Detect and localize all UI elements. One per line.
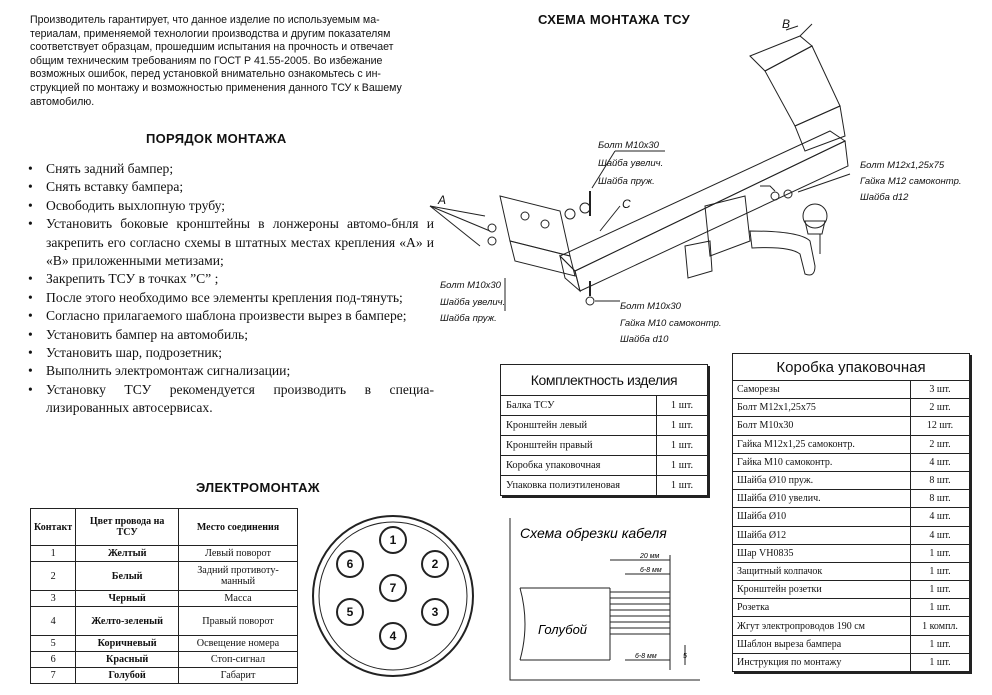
cable-dim-68: 6-8 мм (640, 567, 662, 574)
table-cell: 2 (31, 562, 76, 591)
table-cell: Коричневый (76, 636, 179, 652)
packing-title: Коробка упаковочная (733, 354, 970, 381)
table-cell: Шайба Ø10 пруж. (733, 471, 911, 489)
packing-table (732, 353, 970, 672)
bolt-bottom-label: Болт М10х30 (620, 301, 681, 312)
table-cell: 8 шт. (911, 471, 970, 489)
table-row (733, 562, 970, 580)
table-row (733, 599, 970, 617)
table-cell: Гайка М10 самоконтр. (733, 453, 911, 471)
ball-bolt-label: Гайка М12 самоконтр. (860, 176, 962, 187)
bolt-top-label: Болт М10х30 (598, 140, 659, 151)
table-row (31, 546, 298, 562)
table-cell: Шайба Ø12 (733, 526, 911, 544)
intro-line: автомобилю. (30, 95, 95, 108)
table-cell: Правый поворот (179, 607, 298, 636)
electro-title: ЭЛЕКТРОМОНТАЖ (196, 480, 320, 495)
table-cell: 7 (31, 668, 76, 684)
table-cell: Упаковка полиэтиленовая (501, 476, 657, 496)
table-cell: 1 шт. (911, 653, 970, 671)
install-step: • Снять задний бампер; (26, 160, 434, 178)
col-contact: Контакт (31, 509, 76, 546)
table-cell: 4 шт. (911, 526, 970, 544)
table-row (733, 581, 970, 599)
table-cell: 12 шт. (911, 417, 970, 435)
table-cell: Голубой (76, 668, 179, 684)
pin-2: 2 (431, 557, 439, 571)
table-cell: 1 шт. (657, 396, 708, 416)
install-step: • Установить шар, подрозетник; (26, 344, 434, 362)
table-row (733, 617, 970, 635)
cable-dim-5: 5 (683, 653, 687, 660)
table-cell: 1 шт. (911, 599, 970, 617)
table-cell: Болт М12х1,25х75 (733, 399, 911, 417)
table-row (733, 435, 970, 453)
table-row (501, 476, 708, 496)
table-row (733, 381, 970, 399)
table-cell: 6 (31, 652, 76, 668)
table-row (733, 490, 970, 508)
table-row (501, 416, 708, 436)
table-row (733, 471, 970, 489)
table-row (31, 636, 298, 652)
bolt-left-label: Болт М10х30 (440, 280, 501, 291)
intro-line: соответствует образцам, прошедшим испытания на прочность и отвечает (30, 41, 394, 54)
table-cell: Белый (76, 562, 179, 591)
install-step: • Выполнить электромонтаж сигнализации; (26, 362, 434, 380)
install-step: • Установку ТСУ рекомендуется производить в специа-лизированных автосервисах. (26, 381, 434, 418)
table-cell: 1 шт. (657, 436, 708, 456)
intro-paragraph (30, 14, 460, 109)
table-cell: Шар VH0835 (733, 544, 911, 562)
cable-color-label: Голубой (538, 622, 588, 637)
table-row (733, 453, 970, 471)
table-row (733, 399, 970, 417)
pin-3: 3 (431, 605, 439, 619)
table-cell: 1 шт. (657, 456, 708, 476)
table-cell: 2 шт. (911, 435, 970, 453)
table-cell: 3 (31, 591, 76, 607)
install-step: • Установить бампер на автомобиль; (26, 326, 434, 344)
table-row (733, 544, 970, 562)
table-cell: Шайба Ø10 (733, 508, 911, 526)
table-cell: Шаблон выреза бампера (733, 635, 911, 653)
table-row (501, 396, 708, 416)
table-cell: Черный (76, 591, 179, 607)
table-cell: 1 шт. (911, 635, 970, 653)
table-cell: Задний противоту-манный (179, 562, 298, 591)
table-cell: Саморезы (733, 381, 911, 399)
table-cell: 4 шт. (911, 508, 970, 526)
install-step: • После этого необходимо все элементы крепления под-тянуть; (26, 289, 434, 307)
table-row (501, 436, 708, 456)
scheme-title: СХЕМА МОНТАЖА ТСУ (538, 12, 690, 27)
table-cell: Желто-зеленый (76, 607, 179, 636)
table-cell: Гайка М12х1,25 самоконтр. (733, 435, 911, 453)
table-cell: 8 шт. (911, 490, 970, 508)
table-cell: Желтый (76, 546, 179, 562)
bolt-top-label: Шайба пруж. (598, 176, 655, 187)
table-cell: Кронштейн розетки (733, 581, 911, 599)
intro-line: общим техническим требованиям по ГОСТ Р 41.55-2005. Во избежание (30, 54, 383, 67)
bolt-bottom-label: Шайба d10 (620, 334, 669, 345)
table-row (733, 508, 970, 526)
table-cell: 1 шт. (911, 544, 970, 562)
install-step: • Установить боковые кронштейны в лонжероны автомо-бнля и закрепить его согласно схемы в штатных местах крепления «А» и «В» приложенными метизами; (26, 215, 434, 270)
install-step: • Освободить выхлопную трубу; (26, 197, 434, 215)
table-cell: Левый поворот (179, 546, 298, 562)
cable-cut-diagram (500, 510, 710, 688)
table-cell: 1 шт. (657, 476, 708, 496)
bolt-top-label: Шайба увелич. (598, 158, 664, 169)
table-cell: Стоп-сигнал (179, 652, 298, 668)
col-connection: Место соединения (179, 509, 298, 546)
mount-point-b: B (782, 17, 791, 31)
table-cell: 1 шт. (911, 562, 970, 580)
ball-bolt-label: Болт М12х1,25х75 (860, 160, 945, 171)
kit-table (500, 364, 708, 496)
col-wire-color: Цвет провода на ТСУ (76, 509, 179, 546)
table-cell: 4 (31, 607, 76, 636)
table-cell: Шайба Ø10 увелич. (733, 490, 911, 508)
install-title: ПОРЯДОК МОНТАЖА (146, 131, 287, 146)
table-row (733, 653, 970, 671)
table-cell: Розетка (733, 599, 911, 617)
table-cell: Кронштейн правый (501, 436, 657, 456)
intro-line: струкцией по монтажу и возможностью применения данного ТСУ к Вашему (30, 81, 402, 94)
table-cell: 4 шт. (911, 453, 970, 471)
bolt-left-label: Шайба увелич. (440, 297, 506, 308)
table-cell: Коробка упаковочная (501, 456, 657, 476)
intro-line: Производитель гарантирует, что данное изделие по используемым ма- (30, 14, 380, 26)
installation-drawing (420, 16, 990, 351)
table-row (31, 562, 298, 591)
pin-4: 4 (389, 629, 397, 643)
table-cell: Балка ТСУ (501, 396, 657, 416)
table-cell: Красный (76, 652, 179, 668)
wiring-table (30, 508, 298, 684)
table-cell: 2 шт. (911, 399, 970, 417)
table-cell: Масса (179, 591, 298, 607)
pin-1: 1 (389, 533, 397, 547)
table-row (733, 526, 970, 544)
table-row (31, 607, 298, 636)
kit-title: Комплектность изделия (501, 365, 708, 396)
cable-dim-68: 6-8 мм (635, 653, 657, 660)
table-cell: Габарит (179, 668, 298, 684)
install-step: • Согласно прилагаемого шаблона произвести вырез в бампере; (26, 307, 434, 325)
intro-line: возможных ошибок, перед установкой внимательно ознакомьтесь с ин- (30, 68, 381, 81)
table-cell: Кронштейн левый (501, 416, 657, 436)
table-cell: 1 (31, 546, 76, 562)
table-cell: 5 (31, 636, 76, 652)
cable-dim-20: 20 мм (640, 553, 660, 560)
table-cell: Защитный колпачок (733, 562, 911, 580)
table-cell: Освещение номера (179, 636, 298, 652)
table-row (733, 417, 970, 435)
install-steps (26, 160, 434, 418)
install-step: • Снять вставку бампера; (26, 178, 434, 196)
table-row (31, 591, 298, 607)
table-cell: Инструкция по монтажу (733, 653, 911, 671)
table-cell: 1 шт. (657, 416, 708, 436)
mount-point-c: C (622, 197, 631, 211)
table-cell: Жгут электропроводов 190 см (733, 617, 911, 635)
intro-line: териалам, применяемой технологии производства и другим показателям (30, 27, 391, 40)
table-cell: Болт М10х30 (733, 417, 911, 435)
pin-6: 6 (346, 557, 354, 571)
cable-title: Схема обрезки кабеля (520, 525, 667, 541)
bolt-left-label: Шайба пруж. (440, 313, 497, 324)
table-row (31, 668, 298, 684)
ball-bolt-label: Шайба d12 (860, 192, 909, 203)
table-cell: 1 шт. (911, 581, 970, 599)
table-cell: 3 шт. (911, 381, 970, 399)
pin-5: 5 (346, 605, 354, 619)
bolt-bottom-label: Гайка М10 самоконтр. (620, 318, 722, 329)
table-row (733, 635, 970, 653)
table-cell: 1 компл. (911, 617, 970, 635)
table-row (501, 456, 708, 476)
install-step: • Закрепить ТСУ в точках ”С” ; (26, 270, 434, 288)
table-row (31, 652, 298, 668)
socket-pinout-diagram (308, 510, 478, 688)
pin-7: 7 (389, 581, 397, 595)
mount-point-a: A (438, 193, 447, 207)
